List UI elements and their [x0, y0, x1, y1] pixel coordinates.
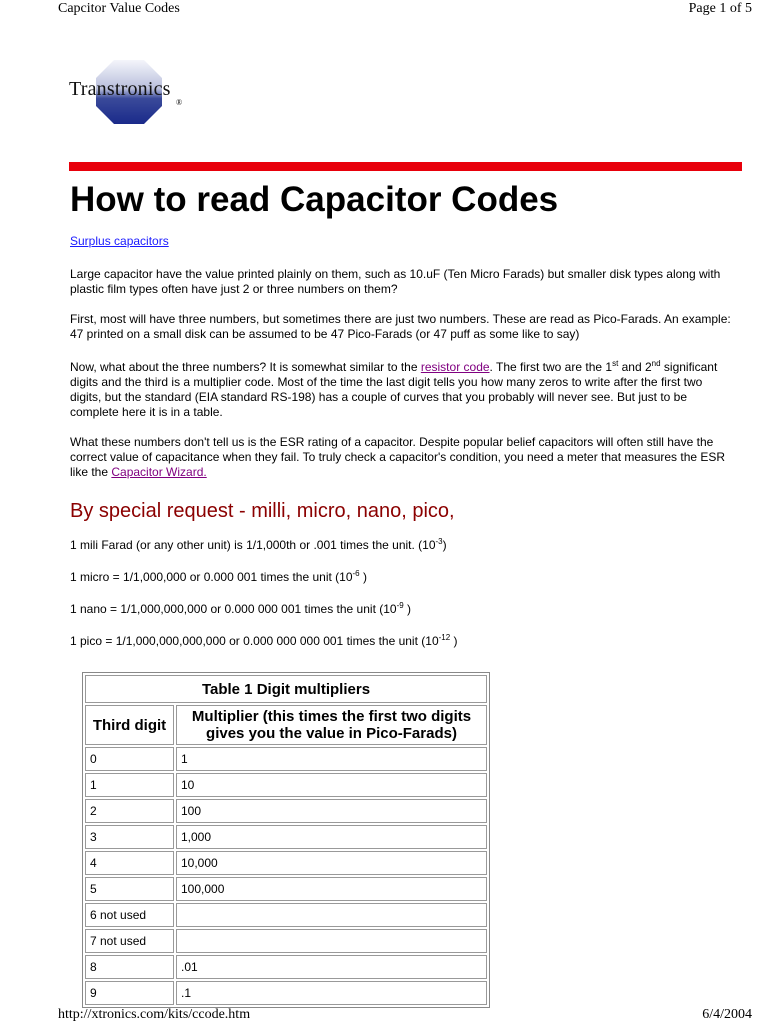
- transtronics-logo[interactable]: [66, 56, 196, 128]
- logo-text: Transtronics: [69, 78, 171, 100]
- paragraph-esr: [70, 435, 735, 480]
- footer-url: http://xtronics.com/kits/ccode.htm: [58, 1007, 251, 1022]
- paragraph-intro: Large capacitor have the value printed plainly on them, such as 10.uF (Ten Micro Farads) but smaller disk types along with plastic film types often have just 2 or three numbers on them?: [70, 267, 721, 296]
- multiplier-cell: 1,000: [176, 825, 487, 849]
- paragraph-two-numbers: First, most will have three numbers, but sometimes there are just two numbers. These are read as Pico-Farads. An example: 47 printed on a small disk can be assumed to be 47 Pico-Farads (or 47 puff as some like to say): [70, 312, 731, 341]
- digit-cell: 9: [85, 981, 174, 1005]
- unit-line-milli: [70, 538, 735, 553]
- unit-milli-text: 1 mili Farad (or any other unit) is 1/1,000th or .001 times the unit. (10: [70, 538, 436, 552]
- digit-cell: 8: [85, 955, 174, 979]
- red-divider-bar: [69, 162, 742, 171]
- column-header-third-digit: Third digit: [85, 705, 174, 745]
- para3-text-b: . The first two are the 1: [489, 360, 613, 374]
- table-row: [85, 747, 487, 771]
- footer-date: 6/4/2004: [702, 1007, 752, 1022]
- table-row: [85, 799, 487, 823]
- multiplier-cell: 100,000: [176, 877, 487, 901]
- table-row: [85, 851, 487, 875]
- unit-nano-text: 1 nano = 1/1,000,000,000 or 0.000 000 001 times the unit (10: [70, 602, 397, 616]
- table-caption: Table 1 Digit multipliers: [85, 675, 487, 703]
- unit-micro-exp: -6: [352, 569, 360, 578]
- multiplier-cell: 1: [176, 747, 487, 771]
- digit-multipliers-table: [82, 672, 490, 1008]
- table-row: [85, 903, 487, 927]
- digit-cell: 3: [85, 825, 174, 849]
- unit-milli-exp: -3: [435, 537, 443, 546]
- multiplier-cell: .1: [176, 981, 487, 1005]
- digit-cell: 2: [85, 799, 174, 823]
- surplus-capacitors-link[interactable]: Surplus capacitors: [70, 234, 169, 248]
- unit-milli-tail: ): [442, 538, 447, 552]
- multiplier-cell: 100: [176, 799, 487, 823]
- table-row: [85, 773, 487, 797]
- multiplier-cell: [176, 929, 487, 953]
- multiplier-cell: 10: [176, 773, 487, 797]
- capacitor-wizard-link[interactable]: Capacitor Wizard.: [111, 465, 207, 479]
- table-row: [85, 877, 487, 901]
- digit-cell: 6 not used: [85, 903, 174, 927]
- unit-nano-exp: -9: [396, 601, 404, 610]
- print-header: [58, 1, 752, 17]
- print-header-title: Capcitor Value Codes: [58, 1, 180, 16]
- para3-text-a: Now, what about the three numbers? It is somewhat similar to the: [70, 360, 421, 374]
- sup-nd: nd: [651, 359, 661, 368]
- table-row: [85, 825, 487, 849]
- unit-line-micro: [70, 570, 735, 585]
- digit-cell: 7 not used: [85, 929, 174, 953]
- digit-cell: 5: [85, 877, 174, 901]
- unit-pico-text: 1 pico = 1/1,000,000,000,000 or 0.000 000 000 001 times the unit (10: [70, 634, 439, 648]
- table-row: [85, 929, 487, 953]
- page-title: How to read Capacitor Codes: [70, 180, 559, 219]
- table-row: [85, 955, 487, 979]
- paragraph-three-numbers: [70, 360, 735, 420]
- page-number: Page 1 of 5: [688, 1, 752, 16]
- unit-micro-text: 1 micro = 1/1,000,000 or 0.000 001 times the unit (10: [70, 570, 353, 584]
- digit-cell: 4: [85, 851, 174, 875]
- para3-text-c: and 2: [618, 360, 652, 374]
- para4-text: What these numbers don't tell us is the ESR rating of a capacitor. Despite popular belief capacitors will often still have the correct value of capacitance when they fail. To truly check a capacitor's condition, you need a meter that measures the ESR like the: [70, 435, 726, 479]
- para3-text-d: significant digits and the third is a multiplier code. Most of the time the last digit tells you how many zeros to write after the first two digits, but the standard (EIA standard RS-198) has a couple of curves that you probably will never see. But just to be complete here it is in a table.: [70, 360, 718, 419]
- unit-pico-tail: ): [450, 634, 458, 648]
- resistor-code-link[interactable]: resistor code: [420, 360, 490, 374]
- digit-cell: 1: [85, 773, 174, 797]
- main-content: [70, 178, 735, 649]
- registered-mark: ®: [176, 98, 183, 107]
- print-footer: [58, 1007, 752, 1023]
- multiplier-cell: [176, 903, 487, 927]
- unit-line-pico: [70, 634, 735, 649]
- sup-st: st: [612, 359, 619, 368]
- unit-micro-tail: ): [359, 570, 367, 584]
- section-heading-units: By special request - milli, micro, nano, pico,: [70, 500, 455, 522]
- multiplier-cell: .01: [176, 955, 487, 979]
- column-header-multiplier: Multiplier (this times the first two digits gives you the value in Pico-Farads): [176, 705, 487, 745]
- unit-pico-exp: -12: [438, 633, 451, 642]
- unit-line-nano: [70, 602, 735, 617]
- multiplier-cell: 10,000: [176, 851, 487, 875]
- table-row: [85, 981, 487, 1005]
- digit-cell: 0: [85, 747, 174, 771]
- unit-nano-tail: ): [403, 602, 412, 616]
